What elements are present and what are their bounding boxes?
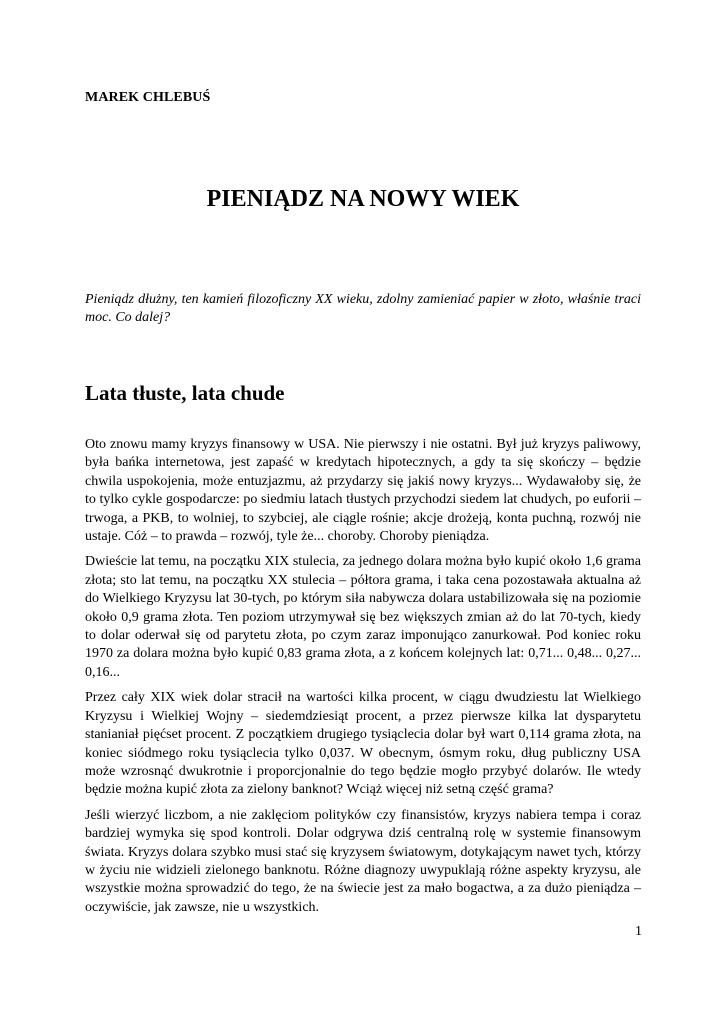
- lead-paragraph: Pieniądz dłużny, ten kamień filozoficzny XX wieku, zdolny zamieniać papier w złoto, właśnie traci moc. Co dalej?: [85, 292, 641, 325]
- author-name: MAREK CHLEBUŚ: [85, 90, 211, 105]
- body-text: [85, 436, 641, 924]
- section-heading: Lata tłuste, lata chude: [85, 381, 285, 405]
- body-paragraph: Oto znowu mamy kryzys finansowy w USA. Nie pierwszy i nie ostatni. Był już kryzys paliwowy, była bańka internetowa, jest zapaść w kredytach hipotecznych, a gdy ta się skończy – będzie chwila uspokojenia, może entuzjazmu, aż przydarzy się jakiś nowy kryzys... Wydawałoby się, że to tylko cykle gospodarcze: po siedmiu latach tłustych przychodzi siedem lat chudych, po euforii – trwoga, a PKB, to wolniej, to szybciej, ale ciągle rośnie; akcje drożeją, konta puchną, rozwój nie ustaje. Cóż – to prawda – rozwój, tyle że... choroby. Choroby pieniądza.: [85, 437, 641, 545]
- document-title: PIENIĄDZ NA NOWY WIEK: [206, 186, 520, 212]
- body-paragraph: Jeśli wierzyć liczbom, a nie zaklęciom polityków czy finansistów, kryzys nabiera tempa i coraz bardziej wymyka się spod kontroli. Dolar odgrywa dziś centralną rolę w systemie finansowym świata. Kryzys dolara szybko musi stać się kryzysem światowym, dotykającym nawet tych, którzy w życiu nie widzieli zielonego banknotu. Różne diagnozy uwypuklają różne aspekty kryzysu, ale wszystkie można sprowadzić do tego, że na świecie jest za mało bogactwa, a za dużo pieniądza – oczywiście, jak zawsze, nie u wszystkich.: [85, 807, 641, 915]
- page-number: 1: [635, 924, 642, 939]
- body-paragraph: Dwieście lat temu, na początku XIX stulecia, za jednego dolara można było kupić około 1,6 grama złota; sto lat temu, na początku XX stulecia – półtora grama, i taka cena pozostawała aktualna aż do Wielkiego Kryzysu lat 30-tych, po którym siła nabywcza dolara ustabilizowała się na poziomie około 0,9 grama złota. Ten poziom utrzymywał się bez większych zmian aż do lat 70-tych, kiedy to dolar oderwał się od parytetu złota, po czym zaraz imponująco zanurkował. Pod koniec roku 1970 za dolara można było kupić 0,83 grama złota, a z końcem kolejnych lat: 0,71... 0,48... 0,27... 0,16...: [85, 554, 641, 680]
- body-paragraph: Przez cały XIX wiek dolar stracił na wartości kilka procent, w ciągu dwudziestu lat Wielkiego Kryzysu i Wielkiej Wojny – siedemdziesiąt procent, a przez pierwsze kilka lat dysparytetu stanianiał pięćset procent. Z początkiem drugiego tysiąclecia dolar był wart 0,114 grama złota, na koniec siódmego roku tysiąclecia tylko 0,037. W obecnym, ósmym roku, dług publiczny USA może wzrosnąć dwukrotnie i proporcjonalnie do tego będzie mogło przybyć dolarów. Ile wtedy będzie można kupić złota za zielony banknot? Wciąż więcej niż setną część grama?: [85, 690, 641, 798]
